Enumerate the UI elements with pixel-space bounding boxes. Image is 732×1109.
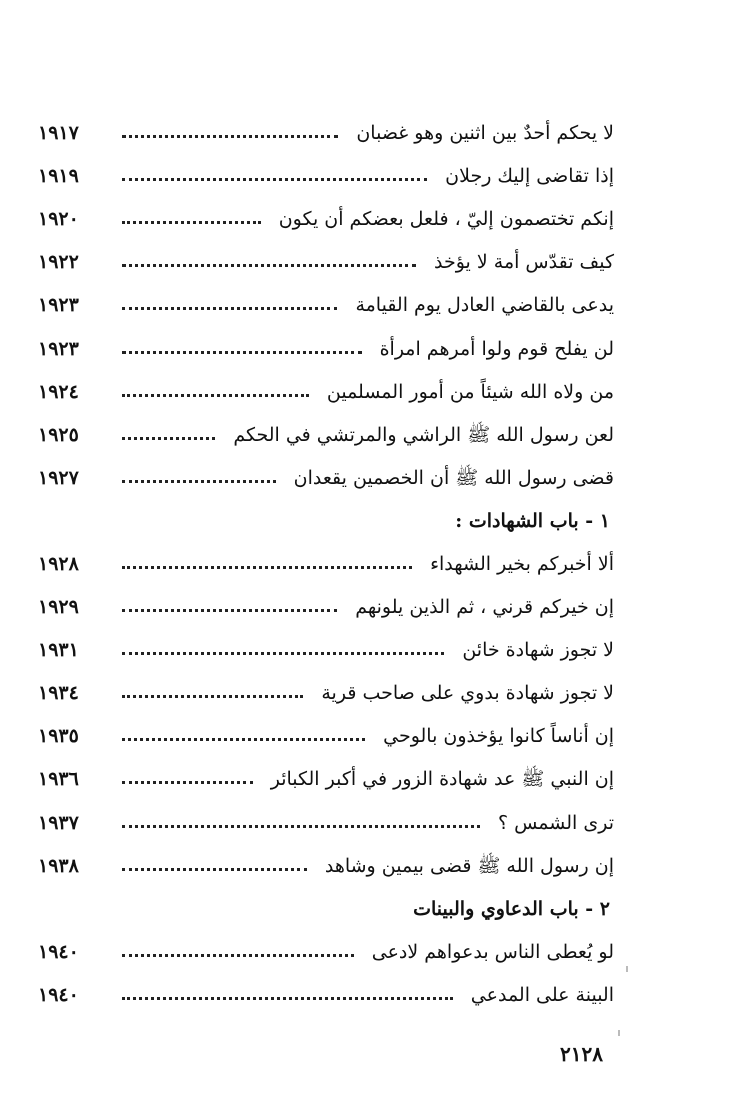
entry-page-number: ١٩٣١ [38, 639, 79, 662]
entry-title: إن النبي ﷺ عد شهادة الزور في أكبر الكبائر [270, 768, 614, 791]
toc-entry [38, 758, 614, 801]
toc-entry [38, 327, 614, 370]
dot-leader [122, 781, 253, 784]
section-heading-row [38, 888, 614, 931]
toc-entry [38, 284, 614, 327]
toc-entry [38, 241, 614, 284]
entry-page-number: ١٩٢٥ [38, 423, 79, 446]
toc-entry [38, 802, 614, 845]
scan-mark [626, 966, 628, 972]
entry-title: لو يُعطى الناس بدعواهم لادعى [371, 940, 614, 963]
entry-page-number: ١٩٣٨ [38, 854, 79, 877]
toc-entry [38, 457, 614, 500]
entry-page-number: ١٩٢٤ [38, 380, 79, 403]
entry-page-number: ١٩٢٩ [38, 596, 79, 619]
entry-title: إن أناساً كانوا يؤخذون بالوحي [383, 725, 614, 748]
toc-entry [38, 543, 614, 586]
entry-page-number: ١٩١٧ [38, 122, 79, 145]
dot-leader [122, 609, 337, 612]
toc-entry [38, 974, 614, 1017]
dot-leader [122, 480, 276, 483]
entry-page-number: ١٩٢٣ [38, 337, 79, 360]
entry-page-number: ١٩٢٠ [38, 208, 79, 231]
entry-page-number: ١٩٤٠ [38, 983, 79, 1006]
dot-leader [122, 652, 444, 655]
toc-entry [38, 845, 614, 888]
dot-leader [122, 178, 427, 181]
entry-page-number: ١٩١٩ [38, 165, 79, 188]
entry-title: لا يحكم أحدٌ بين اثنين وهو غضبان [356, 122, 614, 145]
toc-entry [38, 414, 614, 457]
entry-page-number: ١٩٣٧ [38, 811, 79, 834]
dot-leader [122, 351, 362, 354]
table-of-contents [38, 112, 614, 1017]
toc-entry [38, 715, 614, 758]
scan-mark [618, 1030, 620, 1036]
dot-leader [122, 221, 261, 224]
entry-page-number: ١٩٤٠ [38, 940, 79, 963]
dot-leader [122, 695, 303, 698]
entry-title: ترى الشمس ؟ [497, 811, 614, 834]
section-heading-row [38, 500, 614, 543]
toc-entry [38, 155, 614, 198]
dot-leader [122, 825, 480, 828]
entry-title: إن رسول الله ﷺ قضى بيمين وشاهد [324, 854, 614, 877]
dot-leader [122, 135, 338, 138]
toc-entry [38, 586, 614, 629]
page-number: ٢١٢٨ [560, 1042, 603, 1066]
dot-leader [122, 997, 453, 1000]
toc-entry [38, 931, 614, 974]
dot-leader [122, 868, 307, 871]
entry-page-number: ١٩٢٨ [38, 552, 79, 575]
entry-title: لا تجوز شهادة خائن [462, 639, 614, 662]
dot-leader [122, 566, 412, 569]
section-heading: ٢ - باب الدعاوي والبينات [413, 897, 610, 920]
toc-entry [38, 198, 614, 241]
section-heading: ١ - باب الشهادات : [455, 509, 610, 532]
dot-leader [122, 394, 309, 397]
entry-title: إنكم تختصمون إليّ ، فلعل بعضكم أن يكون [278, 208, 614, 231]
dot-leader [122, 738, 365, 741]
entry-title: ألا أخبركم بخير الشهداء [430, 552, 614, 575]
dot-leader [122, 264, 416, 267]
entry-title: كيف تقدّس أمة لا يؤخذ [434, 251, 614, 274]
toc-entry [38, 629, 614, 672]
dot-leader [122, 307, 337, 310]
entry-page-number: ١٩٣٥ [38, 725, 79, 748]
entry-page-number: ١٩٣٤ [38, 682, 79, 705]
entry-page-number: ١٩٣٦ [38, 768, 79, 791]
entry-title: لن يفلح قوم ولوا أمرهم امرأة [379, 337, 614, 360]
entry-page-number: ١٩٢٣ [38, 294, 79, 317]
toc-entry [38, 672, 614, 715]
dot-leader [122, 954, 354, 957]
entry-title: البينة على المدعي [470, 983, 614, 1006]
entry-title: قضى رسول الله ﷺ أن الخصمين يقعدان [293, 466, 614, 489]
toc-entry [38, 371, 614, 414]
entry-title: من ولاه الله شيئاً من أمور المسلمين [326, 380, 614, 403]
entry-title: إذا تقاضى إليك رجلان [445, 165, 614, 188]
entry-title: لا تجوز شهادة بدوي على صاحب قرية [321, 682, 614, 705]
entry-title: إن خيركم قرني ، ثم الذين يلونهم [355, 596, 614, 619]
entry-title: يدعى بالقاضي العادل يوم القيامة [355, 294, 614, 317]
entry-page-number: ١٩٢٧ [38, 466, 79, 489]
entry-title: لعن رسول الله ﷺ الراشي والمرتشي في الحكم [233, 423, 614, 446]
entry-page-number: ١٩٢٢ [38, 251, 79, 274]
toc-entry [38, 112, 614, 155]
dot-leader [122, 437, 215, 440]
